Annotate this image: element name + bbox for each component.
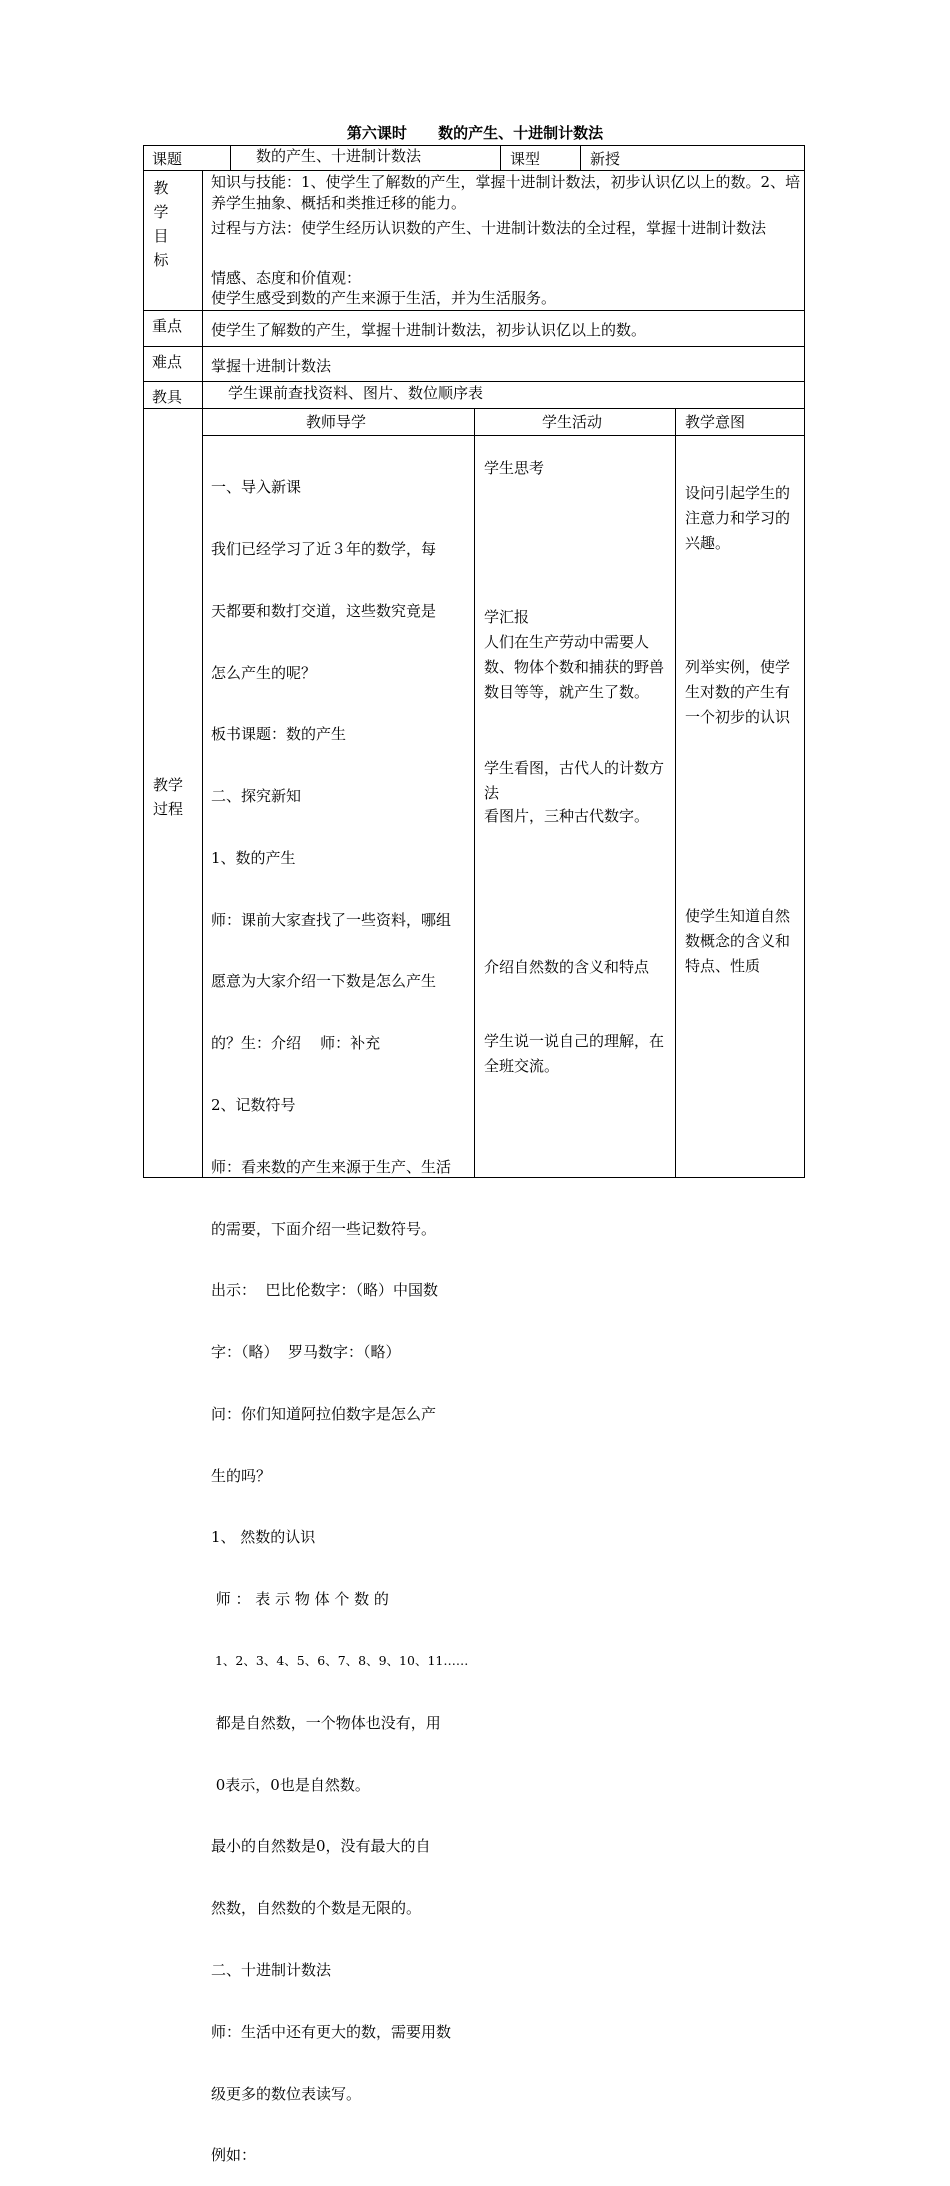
teacher-line: 例如： — [211, 2146, 257, 2165]
teacher-line: 1、 然数的认识 — [211, 1528, 316, 1547]
col-divider — [230, 145, 231, 170]
row-divider — [143, 310, 805, 311]
student-report-title: 学汇报 — [484, 608, 530, 626]
teacher-line: 2、记数符号 — [211, 1096, 296, 1114]
process-label-line: 过程 — [153, 800, 184, 818]
teacher-line: 师：课前大家查找了一些资料，哪组 — [211, 910, 452, 929]
teacher-column — [211, 436, 469, 2186]
teacher-line: 师：看来数的产生来源于生产、生活 — [211, 1157, 452, 1176]
label-char: 学 — [153, 203, 169, 221]
objective-knowledge: 知识与技能：1、使学生了解数的产生，掌握十进制计数法，初步认识亿以上的数。2、培养学生抽象、概括和类推迁移的能力。 — [211, 173, 801, 212]
teacher-line: 怎么产生的呢？ — [211, 663, 317, 682]
teacher-line: 出示： 巴比伦数字：（略）中国数 — [211, 1281, 439, 1300]
difficulty-label: 难点 — [152, 353, 183, 371]
student-intro: 介绍自然数的含义和特点 — [484, 958, 650, 976]
teacher-line: 二、探究新知 — [211, 787, 302, 806]
teacher-line: 板书课题：数的产生 — [211, 725, 347, 744]
teacher-line: 字：（略） 罗马数字：（略） — [211, 1343, 401, 1362]
teacher-line: 级更多的数位表读写。 — [211, 2084, 362, 2103]
teacher-line: 的需要，下面介绍一些记数符号。 — [211, 1219, 437, 1238]
teacher-line: 问：你们知道阿拉伯数字是怎么产 — [211, 1404, 437, 1423]
objectives-label — [151, 176, 171, 272]
key-point-label: 重点 — [152, 317, 183, 335]
teacher-line: 最小的自然数是0，没有最大的自 — [211, 1837, 431, 1856]
col-header-teacher: 教师导学 — [306, 413, 367, 431]
teacher-line: 我们已经学习了近３年的数学，每 — [211, 539, 437, 558]
row-divider — [143, 170, 805, 171]
col-header-intent: 教学意图 — [685, 413, 746, 431]
difficulty-value: 掌握十进制计数法 — [211, 357, 332, 375]
process-label — [153, 773, 183, 821]
tools-label: 教具 — [152, 388, 183, 406]
col-divider — [202, 170, 203, 1178]
page-title: 第六课时 数的产生、十进制计数法 — [346, 124, 604, 142]
col-divider — [580, 145, 581, 170]
student-discuss: 学生说一说自己的理解，在全班交流。 — [484, 1032, 665, 1075]
col-divider — [675, 408, 676, 1178]
label-char: 教 — [153, 179, 169, 197]
subject-label: 课题 — [152, 150, 183, 168]
row-divider — [143, 381, 805, 382]
col-divider — [500, 145, 501, 170]
tools-value: 学生课前查找资料、图片、数位顺序表 — [228, 384, 484, 402]
process-label-line: 教学 — [153, 776, 184, 794]
teacher-line: 1、2、3、4、5、6、7、8、9、10、11…… — [211, 1653, 469, 1669]
col-header-student: 学生活动 — [542, 413, 603, 431]
teacher-line: 师：生活中还有更大的数，需要用数 — [211, 2022, 452, 2041]
student-view2: 看图片，三种古代数字。 — [484, 807, 650, 825]
objective-process: 过程与方法：使学生经历认识数的产生、十进制计数法的全过程，掌握十进制计数法 — [211, 219, 767, 237]
subject-value: 数的产生、十进制计数法 — [256, 147, 422, 165]
intent-1: 设问引起学生的注意力和学习的兴趣。 — [685, 484, 791, 552]
teacher-line: 然数，自然数的个数是无限的。 — [211, 1899, 422, 1918]
key-point-value: 使学生了解数的产生，掌握十进制计数法，初步认识亿以上的数。 — [211, 321, 647, 339]
type-value: 新授 — [590, 150, 621, 168]
teacher-line: 师 ： 表 示 物 体 个 数 的 — [211, 1590, 389, 1609]
teacher-line: 0表示，0也是自然数。 — [211, 1775, 370, 1794]
objective-emotion: 使学生感受到数的产生来源于生活，并为生活服务。 — [211, 289, 557, 307]
type-label: 课型 — [510, 150, 541, 168]
intent-2: 列举实例，使学生对数的产生有一个初步的认识 — [685, 658, 791, 726]
teacher-line: 天都要和数打交道，这些数究竟是 — [211, 601, 437, 620]
teacher-line: 的？生：介绍 师：补充 — [211, 1034, 381, 1053]
label-char: 目 — [153, 227, 169, 245]
col-divider — [474, 408, 475, 1178]
student-think: 学生思考 — [484, 459, 545, 477]
teacher-line: 生的吗？ — [211, 1466, 272, 1485]
teacher-line: 二、十进制计数法 — [211, 1960, 332, 1979]
teacher-line: 1、数的产生 — [211, 848, 296, 867]
student-view: 学生看图，古代人的计数方法 — [484, 759, 665, 802]
student-report: 人们在生产劳动中需要人数、物体个数和捕获的野兽数目等等，就产生了数。 — [484, 633, 665, 701]
teacher-line: 愿意为大家介绍一下数是怎么产生 — [211, 972, 437, 991]
label-char: 标 — [153, 251, 169, 269]
teacher-line: 都是自然数，一个物体也没有，用 — [211, 1713, 441, 1732]
teacher-line: 一、导入新课 — [211, 478, 302, 497]
intent-3: 使学生知道自然数概念的含义和特点、性质 — [685, 907, 791, 975]
objective-emotion-title: 情感、态度和价值观： — [211, 269, 362, 287]
row-divider — [143, 346, 805, 347]
